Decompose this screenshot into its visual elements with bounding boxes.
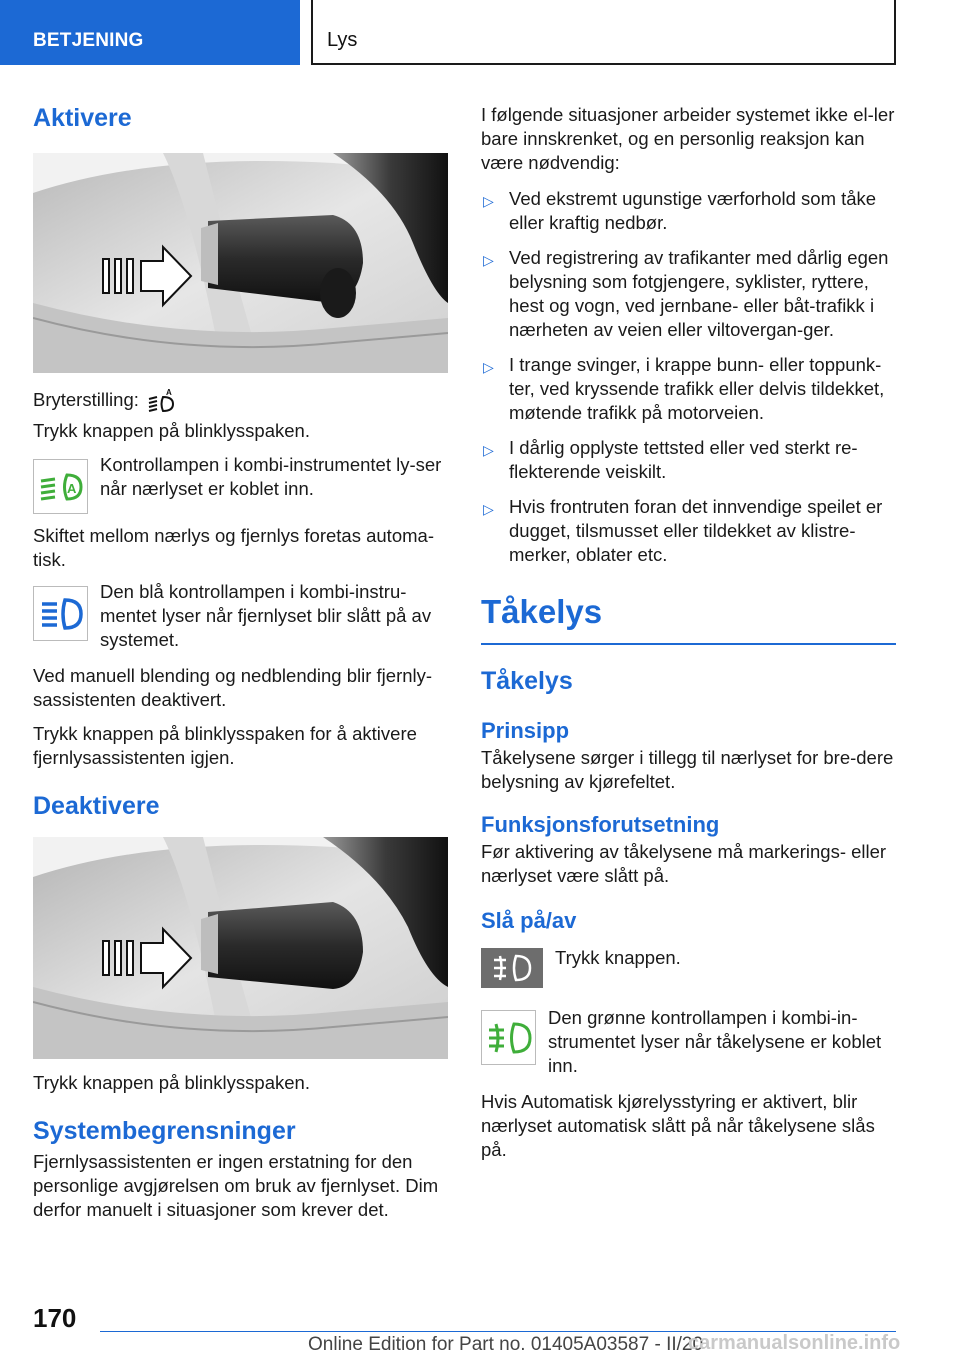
heading-system-limits: Systembegrensninger xyxy=(33,1117,296,1145)
press-button-text-1: Trykk knappen på blinklysspaken. xyxy=(33,420,310,441)
bullet-triangle-icon: ▷ xyxy=(483,252,494,268)
chapter-label: Lys xyxy=(327,29,358,51)
high-beam-assistant-icon xyxy=(147,387,177,413)
switch-position-label: Bryterstilling: xyxy=(33,389,139,410)
press-button-text-2: Trykk knappen på blinklysspaken. xyxy=(33,1072,310,1093)
left-column xyxy=(33,100,448,1222)
svg-text:A: A xyxy=(165,388,172,397)
press-button-text-3: Trykk knappen. xyxy=(555,947,681,968)
low-beam-green-indicator-icon xyxy=(33,459,88,514)
fog-light-green-indicator-icon xyxy=(481,1010,536,1065)
watermark: carmanualsonline.info xyxy=(688,1332,901,1354)
high-beam-blue-indicator-icon xyxy=(33,586,88,641)
list-item: ▷ Ved ekstremt ugunstige værforhold som tåke eller kraftig nedbør. xyxy=(483,188,877,233)
chapter-tab xyxy=(311,0,896,65)
indicator-fog-text: Den grønne kontrollampen i kombi-in-strumentet lyser når tåkelysene er koblet inn. xyxy=(548,1007,882,1076)
bullet-triangle-icon: ▷ xyxy=(483,193,494,209)
requirement-text: Før aktivering av tåkelysene må markerings- eller nærlyset være slått på. xyxy=(481,841,887,886)
section-title: Tåkelys xyxy=(481,667,573,695)
section-label: BETJENING xyxy=(33,30,144,51)
bullet-triangle-icon: ▷ xyxy=(483,442,494,458)
turn-signal-lever-photo-2 xyxy=(33,837,448,1059)
manual-dimming-text: Ved manuell blending og nedblending blir fjernly-sassistenten deaktivert. xyxy=(33,665,433,710)
bullet-triangle-icon: ▷ xyxy=(483,359,494,375)
list-item: ▷ I dårlig opplyste tettsted eller ved sterkt re-flekterende veiskilt. xyxy=(483,437,858,482)
heading-deactivate: Deaktivere xyxy=(33,792,160,820)
list-item: ▷ Ved registrering av trafikanter med dårlig egen belysning som fotgjengere, syklister, ryttere, hest og vogn, ved jernbane- eller båt-trafikk i nærheten av veien eller viltovergan-ger. xyxy=(483,247,889,340)
page-number: 170 xyxy=(33,1303,77,1333)
svg-text:A: A xyxy=(66,480,76,496)
principle-text: Tåkelysene sørger i tillegg til nærlyset for bre-dere belysning av kjørefeltet. xyxy=(481,747,894,792)
bullet-triangle-icon: ▷ xyxy=(483,501,494,517)
title-rule xyxy=(481,643,896,645)
automatic-lighting-text: Hvis Automatisk kjørelysstyring er aktivert, blir nærlyset automatisk slått på når tåkelysene slås på. xyxy=(481,1091,875,1160)
section-tab xyxy=(0,0,300,65)
indicator-green-text: Kontrollampen i kombi-instrumentet ly-ser når nærlyset er koblet inn. xyxy=(100,454,442,499)
heading-activate: Aktivere xyxy=(33,104,132,132)
reactivate-text: Trykk knappen på blinklysspaken for å aktivere fjernlysassistenten igjen. xyxy=(33,723,417,768)
list-item: ▷ I trange svinger, i krappe bunn- eller toppunk-ter, ved kryssende trafikk eller delvis tildekket, møtende trafikk på motorveien. xyxy=(483,354,885,423)
heading-principle: Prinsipp xyxy=(481,718,570,743)
edition-text: Online Edition for Part no. 01405A03587 - II/20 xyxy=(308,1334,704,1355)
turn-signal-lever-photo-1 xyxy=(33,153,448,373)
limits-intro-text: I følgende situasjoner arbeider systemet ikke el-ler bare innskrenket, og en personlig reaksjon kan være nødvendig: xyxy=(481,104,895,173)
system-limits-text: Fjernlysassistenten er ingen erstatning for den personlige avgjørelsen om bruk av fjernlyset. Dim derfor manuelt i situasjoner som krever det. xyxy=(33,1151,439,1220)
list-item: ▷ Hvis frontruten foran det innvendige speilet er dugget, tilsmusset eller tildekket av klistre-merker, oblater etc. xyxy=(483,496,883,565)
chapter-title: Tåkelys xyxy=(481,593,603,630)
fog-light-button-icon xyxy=(481,948,543,988)
indicator-blue-text: Den blå kontrollampen i kombi-instru-mentet lyser når fjernlyset blir slått på av systemet. xyxy=(100,581,432,650)
switch-auto-text: Skiftet mellom nærlys og fjernlys foretas automa-tisk. xyxy=(33,525,434,570)
right-column xyxy=(481,100,896,1162)
heading-on-off: Slå på/av xyxy=(481,908,577,933)
heading-requirement: Funksjonsforutsetning xyxy=(481,812,720,837)
limits-list xyxy=(481,187,896,567)
